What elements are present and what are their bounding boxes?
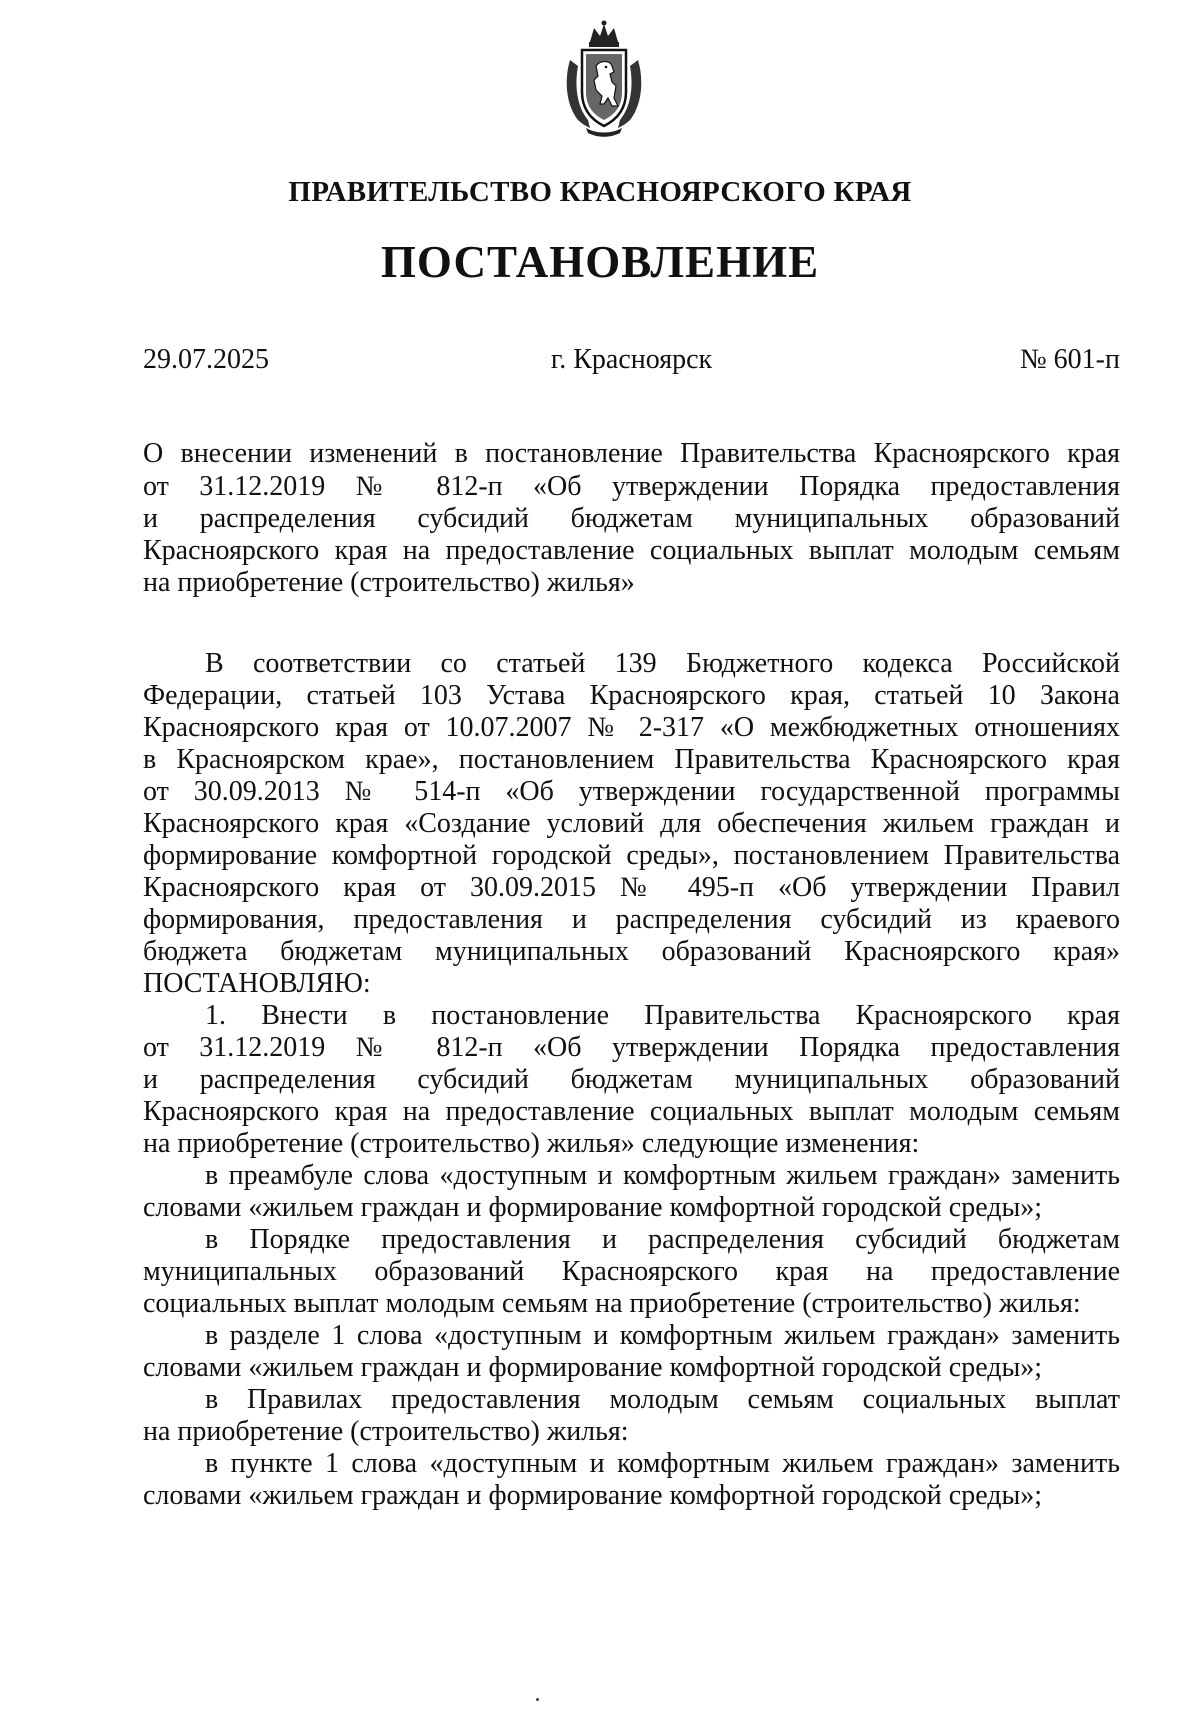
document-meta: [143, 343, 1120, 377]
body-line: Красноярского края на предоставление социальных выплат молодым семьям: [143, 1096, 1120, 1127]
body-line: формирование комфортной городской среды», постановлением Правительства: [143, 840, 1120, 871]
body-line: социальных выплат молодым семьям на приобретение (строительство) жилья:: [143, 1288, 1081, 1319]
body-line: в пункте 1 слова «доступным и комфортным жильем граждан» заменить: [205, 1448, 1120, 1479]
body-line: и распределения субсидий бюджетам муниципальных образований: [143, 1064, 1120, 1095]
title-line: О внесении изменений в постановление Правительства Красноярского края: [143, 438, 1120, 469]
body-line: от 30.09.2013 № 514-п «Об утверждении государственной программы: [143, 776, 1120, 807]
body-line: от 31.12.2019 № 812-п «Об утверждении Порядка предоставления: [143, 1032, 1120, 1063]
title-line: Красноярского края на предоставление социальных выплат молодым семьям: [143, 535, 1120, 566]
body-line: 1. Внести в постановление Правительства Красноярского края: [205, 1000, 1120, 1031]
document-city: г. Красноярск: [550, 344, 713, 375]
body-line: Федерации, статьей 103 Устава Красноярского края, статьей 10 Закона: [143, 680, 1120, 711]
body-line: ПОСТАНОВЛЯЮ:: [143, 968, 371, 999]
body-line: словами «жильем граждан и формирование комфортной городской среды»;: [143, 1480, 1043, 1511]
document-number: № 601-п: [1019, 344, 1120, 375]
body-line: Красноярского края «Создание условий для обеспечения жильем граждан и: [143, 808, 1120, 839]
title-line: от 31.12.2019 № 812-п «Об утверждении Порядка предоставления: [143, 471, 1120, 502]
body-line: бюджета бюджетам муниципальных образований Красноярского края»: [143, 936, 1120, 967]
body-line: на приобретение (строительство) жилья» следующие изменения:: [143, 1128, 920, 1159]
body-line: в разделе 1 слова «доступным и комфортным жильем граждан» заменить: [205, 1320, 1120, 1351]
document-date: 29.07.2025: [143, 344, 269, 375]
body-line: на приобретение (строительство) жилья:: [143, 1416, 629, 1447]
body-line: Красноярского края от 10.07.2007 № 2-317 «О межбюджетных отношениях: [143, 712, 1120, 743]
title-line: на приобретение (строительство) жилья»: [143, 567, 635, 598]
body-line: в преамбуле слова «доступным и комфортным жильем граждан» заменить: [205, 1160, 1120, 1191]
body-line: словами «жильем граждан и формирование комфортной городской среды»;: [143, 1192, 1043, 1223]
organization-name: ПРАВИТЕЛЬСТВО КРАСНОЯРСКОГО КРАЯ: [288, 176, 912, 208]
coat-of-arms-icon: [560, 20, 648, 138]
body-line: муниципальных образований Красноярского края на предоставление: [143, 1256, 1120, 1287]
body-line: словами «жильем граждан и формирование комфортной городской среды»;: [143, 1352, 1043, 1383]
body-line: В соответствии со статьей 139 Бюджетного кодекса Российской: [205, 648, 1120, 679]
document-type: ПОСТАНОВЛЕНИЕ: [380, 237, 820, 287]
body-line: формирования, предоставления и распределения субсидий из краевого: [143, 904, 1120, 935]
title-line: и распределения субсидий бюджетам муниципальных образований: [143, 503, 1120, 534]
body-line: в Порядке предоставления и распределения субсидий бюджетам: [205, 1224, 1120, 1255]
body-line: в Правилах предоставления молодым семьям социальных выплат: [205, 1384, 1120, 1415]
body-line: в Красноярском крае», постановлением Правительства Красноярского края: [143, 744, 1120, 775]
body-line: Красноярского края от 30.09.2015 № 495-п «Об утверждении Правил: [143, 872, 1120, 903]
scan-artifact: [536, 1698, 539, 1701]
